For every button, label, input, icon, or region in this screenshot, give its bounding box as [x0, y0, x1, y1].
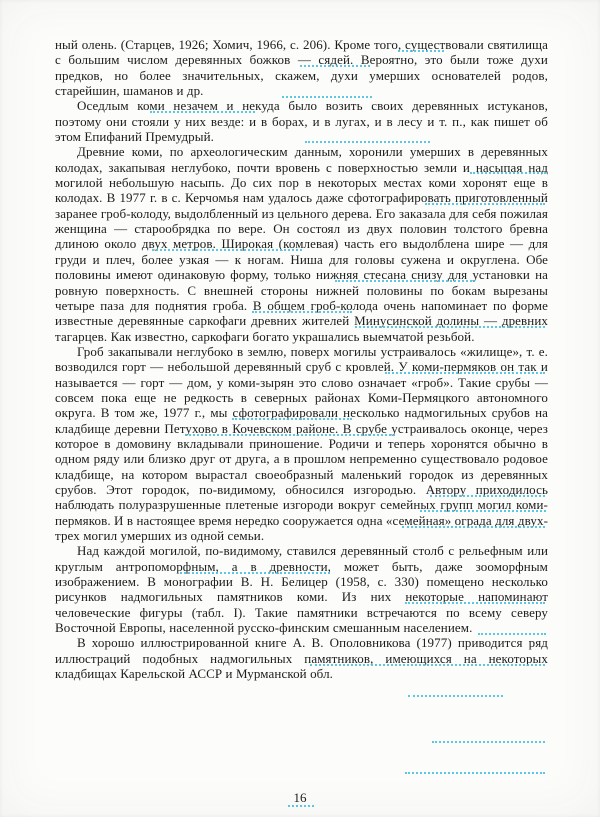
scan-artifact-underline [405, 772, 545, 774]
paragraph-6: В хорошо иллюстрированной книге А. В. Ополовникова (1977) приводится ряд иллюстраций подобных надмогильных памятников, имеющихся на некоторых кладбищах Карельской АССР и Мурманской обл. [55, 635, 548, 682]
paragraph-2: Оседлым коми незачем и некуда было возить своих деревянных истуканов, поэтому они стояли у них везде: и в борах, и в лугах, и в лесу и т. п., как пишет об этом Епифаний Премудрый. [55, 98, 548, 145]
scan-artifact-underline [432, 741, 545, 743]
page-text-block [55, 37, 548, 681]
paragraph-3: Древние коми, по археологическим данным, хоронили умерших в деревянных колодах, закапывая неглубоко, почти вровень с поверхностью земли и насыпая над могилой небольшую насыпь. До сих пор в некоторых местах коми хоронят еще в колодах. В 1977 г. в с. Керчомья нам удалось даже сфотографировать приготовленный заранее гроб-колоду, выдолбленный из цельного дерева. Его заказала для себя пожилая женщина — старообрядка по вере. Он состоял из двух половин толстого бревна длиною около двух метров. Широкая (комлевая) часть его выдолблена шире — для груди и плеч, более узкая — к ногам. Ниша для головы сужена и округлена. Обе половины имеют одинаковую форму, только нижняя стесана снизу для установки на ровную поверхность. С внешней стороны нижней половины по бокам вырезаны четыре паза для поднятия гроба. В общем гроб-колода очень напоминает по форме известные деревянные саркофаги древних жителей Минусинской долины — древних тагарцев. Как известно, саркофаги богато украшались выемчатой резьбой. [55, 144, 548, 344]
paragraph-5: Над каждой могилой, по-видимому, ставился деревянный столб с рельефным или круглым антропоморфным, а в древности, может быть, даже зооморфным изображением. В монографии В. Н. Белицер (1958, с. 330) помещено несколько рисунков надмогильных памятников коми. Из них некоторые напоминают человеческие фигуры (табл. I). Такие памятники встречаются по всему северу Восточной Европы, населенной русско-финским смешанным населением. [55, 543, 548, 636]
page-number: 16 [293, 790, 307, 805]
paragraph-continuation: ный олень. (Старцев, 1926; Хомич, 1966, с. 206). Кроме того, существовали святилища с большим числом деревянных божков — сядей. Вероятно, это были тоже духи предков, но более значительных, скажем, духи умерших основателей родов, старейшин, шаманов и др. [55, 37, 548, 99]
scan-artifact-underline [408, 695, 503, 697]
paragraph-4: Гроб закапывали неглубоко в землю, поверх могилы устраивалось «жилище», т. е. возводился горт — небольшой деревянный сруб с кровлей. У коми-пермяков он так и называется — горт — дом, у коми-зырян это слово означает «гроб». Такие срубы — совсем пока еще не редкость в северных районах Коми-Пермяцкого автономного округа. В том же, 1977 г., мы сфотографировали несколько надмогильных срубов на кладбище деревни Петухово в Кочевском районе. В срубе устраивалось оконце, через которое в домовину вкладывали приношение. Родичи и теперь хоронятся обычно в одном ряду или близко друг от друга, а в прошлом непременно существовало родовое кладбище, на котором вырастал своеобразный маленький городок из деревянных срубов. Этот городок, по-видимому, обносился изгородью. Автору приходилось наблюдать полуразрушенные плетеные изгороди вокруг семейных групп могил коми-пермяков. И в настоящее время нередко сооружается одна «семейная» ограда для двух-трех могил умерших из одной семьи. [55, 343, 548, 543]
